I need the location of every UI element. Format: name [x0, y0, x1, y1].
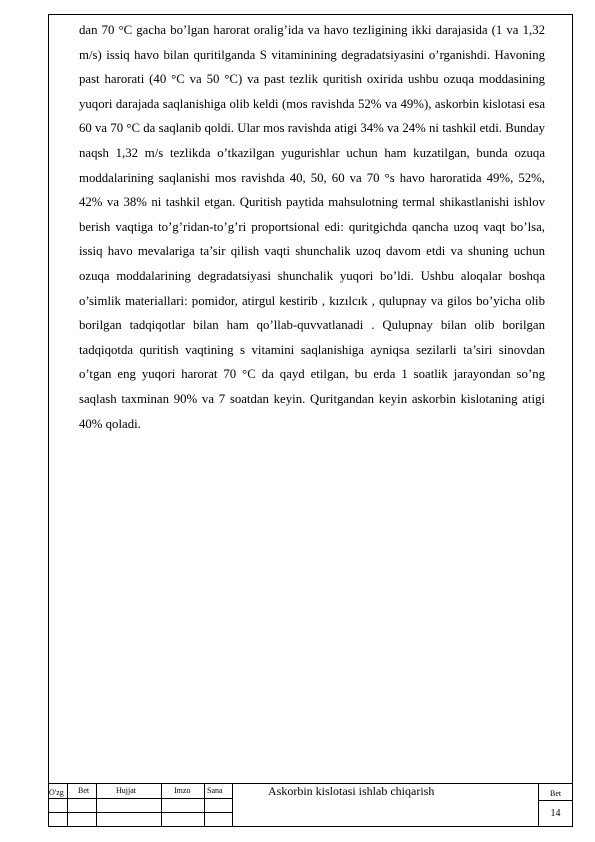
- stamp-col-bet: Bet: [78, 786, 90, 795]
- body-paragraph: dan 70 °C gacha bo’lgan harorat oralig’ida va havo tezligining ikki darajasida (1 va 1,32 m/s) issiq havo bilan quritilganda S vitaminining degradatsiyasini o’rganishdi. Havoning past harorati (40 °C va 50 °C) va past tezlik quritish oxirida ushbu ozuqa moddasining yuqori darajada saqlanishiga olib keldi (mos ravishda 52% va 49%), askorbin kislotasi esa 60 va 70 °C da saqlanib qoldi. Ular mos ravishda atigi 34% va 24% ni tashkil etdi. Bunday naqsh 1,32 m/s tezlikda o’tkazilgan yugurishlar uchun ham kuzatilgan, bunda ozuqa moddalarining saqlanishi mos ravishda 40, 50, 60 va 70 °s havo haroratida 49%, 52%, 42% va 38% ni tashkil etgan. Quritish paytida mahsulotning termal shikastlanishi ishlov berish vaqtiga to’g’ridan-to’g’ri proportsional edi: quritgichda qancha uzoq vaqt bo’lsa, issiq havo mevalariga ta’sir qilish vaqti shunchalik uzoq davom etdi va shuning uchun ozuqa moddalarining degradatsiyasi shunchalik yuqori bo’ldi. Ushbu aloqalar boshqa o’simlik materiallari: pomidor, atirgul kestirib , kızılcık , qulupnay va gilos bo’yicha olib borilgan tadqiqotlar bilan ham qo’llab-quvvatlanadi . Qulupnay bilan olib borilgan tadqiqotda quritish vaqtining s vitamini saqlanishiga ayniqsa sezilarli ta’siri sinovdan o’tgan eng yuqori harorat 70 °C da qayd etilgan, bu erda 1 soatlik jarayondan so’ng saqlash taxminan 90% va 7 soatdan keyin. Quritgandan keyin askorbin kislotaning atigi 40% qoladi.: [79, 23, 545, 431]
- stamp-col-imzo: Imzo: [174, 786, 191, 795]
- stamp-col-sana: Sana: [207, 786, 223, 795]
- document-title: Askorbin kislotasi ishlab chiqarish: [268, 784, 435, 798]
- stamp-col-ozg: O'zg: [49, 788, 64, 797]
- page-number: 14: [550, 808, 561, 819]
- stamp-page-label: Bet: [550, 789, 562, 798]
- stamp-col-hujjat: Hujjat: [116, 786, 136, 795]
